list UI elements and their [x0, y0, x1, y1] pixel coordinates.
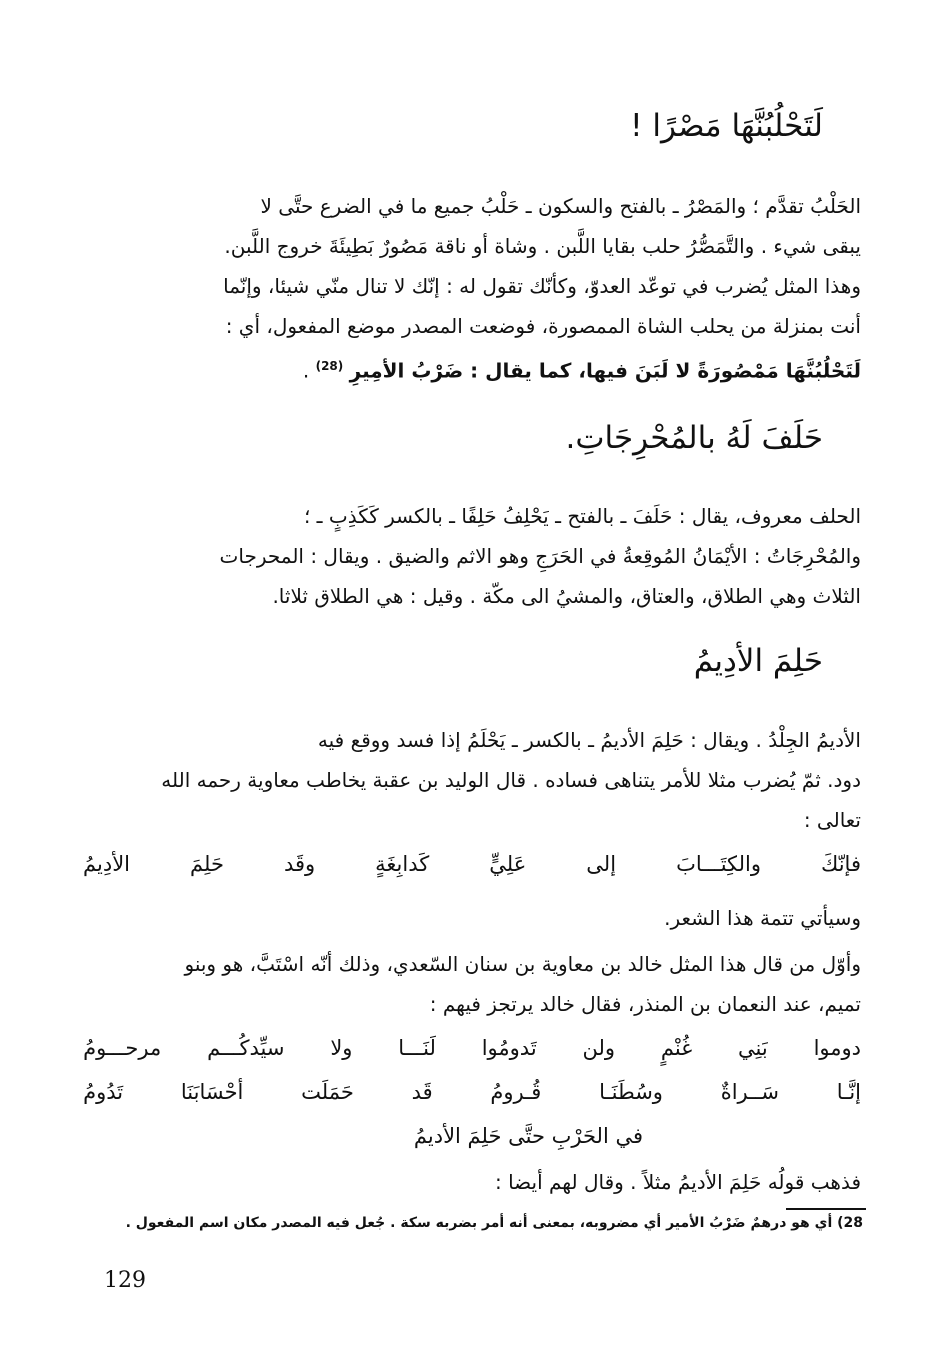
body-line: وهذا المثل يُضرب في توعّد العدوّ، وكأنّك تقول له : إنّك لا تنال منّي شيئا، وإنّما — [223, 274, 861, 298]
body-line: الأديمُ الجِلْدُ . ويقال : حَلِمَ الأديمُ ـ بالكسر ـ يَحْلَمُ إذا فسد ووقع فيه — [317, 728, 861, 752]
footnote-ref[interactable]: (28) — [315, 359, 344, 373]
footnote-text: 28) أي هو درهمٌ ضَرْبُ الأمير أي مضروبه، بمعنى أنه أمر بضربه سكة . جُعل فيه المصدر مكان اسم المفعول . — [125, 1215, 863, 1231]
verse-word: أحْسَابَنَا — [180, 1080, 244, 1104]
body-line: وأوّل من قال هذا المثل خالد بن معاوية بن سنان السّعدي، وذلك أنّه اسْتَبَّ، هو وبنو — [184, 952, 861, 976]
rajaz-line-1 — [83, 1036, 861, 1060]
body-line: يبقى شيء . والتَّمَصُّرُ حلب بقايا اللَّبن . وشاة أو ناقة مَصُورٌ بَطِيئَةَ خروج اللَّبن. — [224, 234, 861, 258]
verse-word: تَدُومُ — [83, 1080, 124, 1104]
verse-word: سَــراةٌ — [720, 1080, 780, 1104]
verse-word: إلى — [586, 852, 617, 876]
body-line: تعالى : — [803, 808, 861, 832]
verse-word: قَد — [411, 1080, 433, 1104]
body-line: الحلف معروف، يقال : حَلَفَ ـ بالفتح ـ يَحْلِفُ حَلِفًا ـ بالكسر كَكَذِبٍ ـ ؛ — [303, 504, 861, 528]
verse-word: والكِتَـــابَ — [676, 852, 761, 876]
verse-word: ولن — [582, 1036, 616, 1060]
verse-word: سيِّدكُـــم — [207, 1036, 285, 1060]
verse-word: لَنَـــا — [398, 1036, 436, 1060]
verse-word: فإنّكَ — [821, 852, 861, 876]
final-paragraph — [83, 1162, 861, 1202]
verse-word: حَلِمَ — [190, 852, 224, 876]
rajaz-line-3: في الحَرْبِ حتَّى حَلِمَ الأديمُ — [413, 1124, 643, 1148]
verse-word: عَلِيٍّ — [489, 852, 527, 876]
body-line: تميم، عند النعمان بن المنذر، فقال خالد يرتجز فيهم : — [429, 992, 861, 1016]
verse-word: إنَّـا — [836, 1080, 861, 1104]
verse-word: كَدابِغَةٍ — [375, 852, 430, 876]
verse-word: قُـرومُ — [490, 1080, 542, 1104]
rajaz-line-2 — [83, 1080, 861, 1104]
verse-word: مرحـــومُ — [83, 1036, 162, 1060]
section-3-body-continued — [83, 944, 861, 1024]
verse-word: الأدِيمُ — [83, 852, 130, 876]
verse-word: وسُطَنَـا — [599, 1080, 663, 1104]
verse-word: تَدومُوا — [481, 1036, 537, 1060]
body-line: فذهب قولُه حَلِمَ الأديمُ مثلاً . وقال لهم أيضا : — [494, 1170, 861, 1194]
bold-example: لَتَحْلُبُنَّهَا مَمْصُورَةً لا لَبَنَ فيها، كما يقال : ضَرْبُ الأمِيرِ — [349, 358, 861, 383]
body-line: الحَلْبُ تقدَّم ؛ والمَصْرُ ـ بالفتح والسكون ـ حَلْبُ جميع ما في الضرع حتَّى لا — [260, 194, 861, 218]
section-heading-2: حَلَفَ لَهُ بالمُحْرِجَاتِ. — [565, 420, 823, 456]
verse-word: دوموا — [813, 1036, 861, 1060]
section-2-body — [83, 496, 861, 616]
page-number: 129 — [104, 1268, 146, 1293]
section-heading-3: حَلِمَ الأدِيمُ — [693, 643, 823, 679]
footnote-divider — [786, 1208, 866, 1210]
body-line: الثلاث وهي الطلاق، والعتاق، والمشيُ الى مكّة . وقيل : هي الطلاق ثلاثا. — [272, 584, 861, 608]
verse-word: وقَد — [283, 852, 316, 876]
body-line: والمُحْرِجَاتُ : الأيْمَانُ المُوقِعةُ في الحَرَجِ وهو الاثم والضيق . ويقال : المحرجات — [219, 544, 861, 568]
body-line: دود. ثمّ يُضرب مثلا للأمر يتناهى فساده . قال الوليد بن عقبة يخاطب معاوية رحمه الله — [161, 768, 861, 792]
line-end: . — [302, 358, 310, 383]
body-line-bold — [83, 346, 861, 391]
section-heading-1: لَتَحْلُبُنَّهَا مَصْرًا ! — [630, 108, 823, 144]
body-line: أنت بمنزلة من يحلب الشاة الممصورة، فوضعت المصدر موضع المفعول، أي : — [225, 314, 861, 338]
section-1-body — [83, 186, 861, 391]
verse-word: غُنْمٍ — [660, 1036, 693, 1060]
verse-word: بَنِي — [738, 1036, 768, 1060]
body-line: وسيأتي تتمة هذا الشعر. — [664, 906, 861, 930]
verse-note — [83, 898, 861, 938]
verse-word: حَمَلَت — [301, 1080, 354, 1104]
verse-word: ولا — [330, 1036, 353, 1060]
section-3-body — [83, 720, 861, 840]
verse-line-1 — [83, 852, 861, 876]
